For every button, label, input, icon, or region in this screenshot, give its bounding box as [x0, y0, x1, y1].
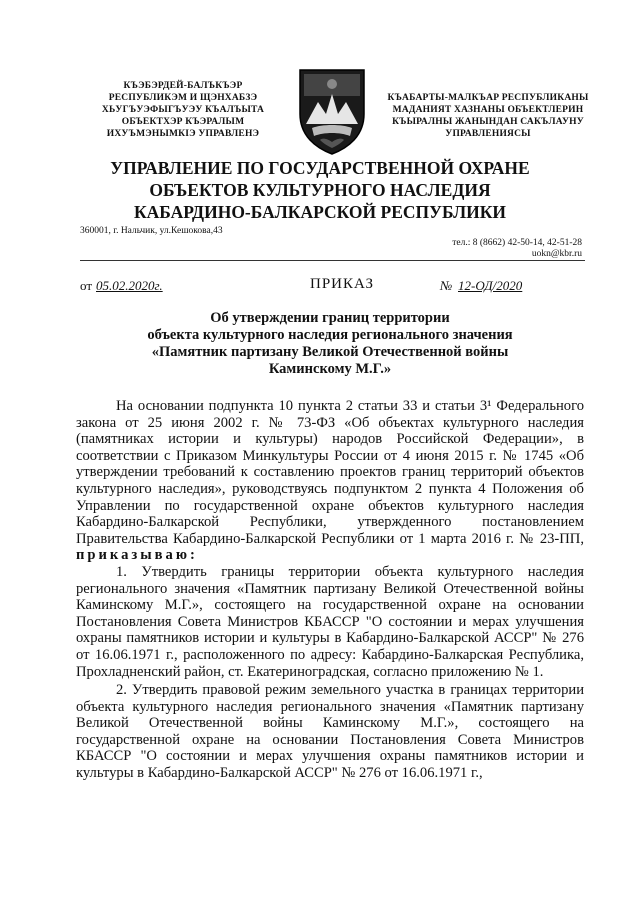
order-title: ПРИКАЗ — [310, 276, 374, 292]
preamble-text: На основании подпункта 10 пункта 2 статьи 33 и статьи 3¹ Федерального закона от 25 июня 2002 г. № 73-ФЗ «Об объектах культурного наследия (памятниках истории и культуры) народов Российской Федерации», в соответствии с Приказом Минкультуры России от 4 июня 2015 г. № 1745 «Об утверждении требований к составлению проектов границ территорий объектов культурного наследия», руководствуясь подпунктом 2 пункта 4 Положения об Управлении по государственной охране объектов культурного наследия Кабардино-Балкарской Республики, утвержденного постановлением Правительства Кабардино-Балкарской Республики от 1 марта 2016 г. № 23-ПП, — [76, 398, 584, 547]
organization-title-line: УПРАВЛЕНИЕ ПО ГОСУДАРСТВЕННОЙ ОХРАНЕ — [110, 158, 530, 178]
header-left-line: ИХУЪМЭНЫМКІЭ УПРАВЛЕНЭ — [106, 129, 260, 139]
email: uokn@kbr.ru — [531, 249, 582, 259]
order-item-1: 1. Утвердить границы территории объекта культурного наследия регионального значения «Памятник партизану Великой Отечественной войны Каминскому М.Г.», состоящего на государственной охране на основании Постановления Совета Министров КБАССР "О состоянии и мерах улучшения охраны памятников истории и культуры в Кабардино-Балкарской АССР" № 276 от 16.06.1971 г., расположенного по адресу: Кабардино-Балкарская Республика, Прохладненский район, ст. Екатериноградская, согласно приложению № 1. — [76, 563, 584, 680]
phone: тел.: 8 (8662) 42-50-14, 42-51-28 — [452, 238, 582, 248]
header-left-block — [78, 80, 288, 140]
order-number: 12-ОД/2020 — [458, 278, 523, 293]
subject-line: «Памятник партизану Великой Отечественной войны — [151, 344, 509, 360]
organization-title-line: ОБЪЕКТОВ КУЛЬТУРНОГО НАСЛЕДИЯ — [149, 180, 491, 200]
header-right-line: УПРАВЛЕНИЯСЫ — [445, 129, 531, 139]
header-divider — [80, 260, 585, 261]
subject-line: Об утверждении границ территории — [210, 310, 450, 326]
header-right-line: КЪЫРАЛНЫ ЖАНЫНДАН САКЪЛАУНУ — [392, 117, 584, 127]
header-left-line: КЪЭБЭРДЕЙ-БАЛЪКЪЭР — [123, 81, 243, 91]
header-left-line: ХЬУГЪУЭФЫГЪУЭУ КЪАЛЪЫТА — [101, 105, 265, 115]
header-left-line: РЕСПУБЛИКЭМ И ЩЭНХАБЗЭ — [108, 93, 258, 103]
coat-of-arms-emblem — [292, 66, 372, 156]
header-right-block — [378, 92, 598, 140]
contacts — [380, 238, 582, 260]
subject-line: Каминскому М.Г.» — [268, 361, 392, 377]
order-date: 05.02.2020г. — [96, 278, 163, 293]
header-right-line: МАДАНИЯТ ХАЗНАНЫ ОБЪЕКТЛЕРИН — [392, 105, 584, 115]
header-right-line: КЪАБАРТЫ-МАЛКЪАР РЕСПУБЛИКАНЫ — [387, 93, 589, 103]
order-item-2: 2. Утвердить правовой режим земельного участка в границах территории объекта культурного наследия регионального значения «Памятник партизану Великой Отечественной войны Каминскому М.Г.», состоящего на государственной охране на основании Постановления Совета Министров КБАССР "О состоянии и мерах улучшения охраны памятников истории и культуры в Кабардино-Балкарской АССР" № 276 от 16.06.1971 г., — [76, 682, 584, 782]
order-body — [76, 398, 584, 782]
preamble-paragraph — [76, 398, 584, 564]
command-word: приказываю: — [76, 547, 198, 564]
subject-line: объекта культурного наследия регионального значения — [147, 327, 513, 343]
order-header-row — [80, 278, 600, 300]
organization-title-line: КАБАРДИНО-БАЛКАРСКОЙ РЕСПУБЛИКИ — [133, 202, 507, 222]
number-label: № — [440, 278, 453, 293]
date-label: от — [80, 278, 93, 293]
address: 360001, г. Нальчик, ул.Кешокова,43 — [80, 226, 223, 236]
header-left-line: ОБЪЕКТХЭР КЪЭРАЛЫМ — [121, 117, 245, 127]
